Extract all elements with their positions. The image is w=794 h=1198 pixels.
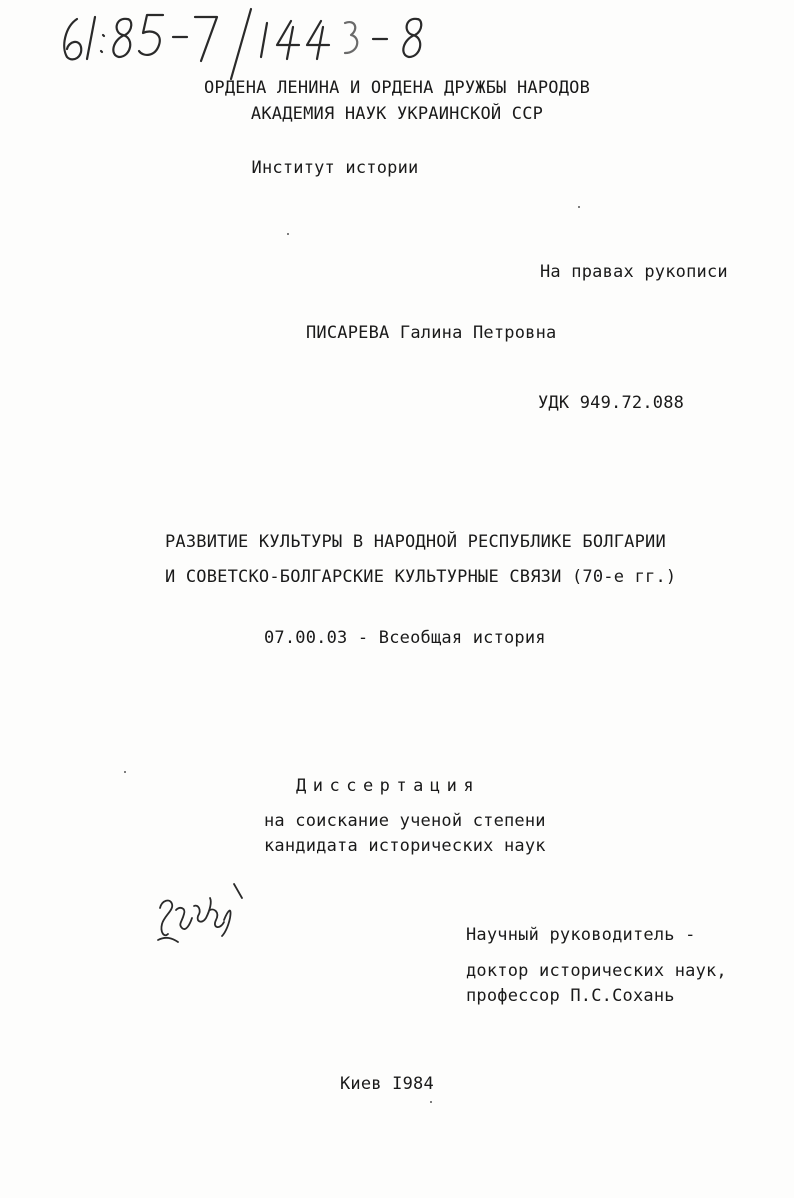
thesis-title-line-1: РАЗВИТИЕ КУЛЬТУРЫ В НАРОДНОЙ РЕСПУБЛИКЕ БОЛГАРИИ xyxy=(165,532,666,552)
degree-line-1: на соискание ученой степени xyxy=(264,811,546,831)
handwritten-signature xyxy=(150,880,250,950)
institute-name: Институт истории xyxy=(251,158,419,178)
supervisor-label: Научный руководитель - xyxy=(466,925,696,945)
scan-speck xyxy=(287,233,289,235)
place-year: Киев I984 xyxy=(340,1074,434,1094)
thesis-title-line-2: И СОВЕТСКО-БОЛГАРСКИЕ КУЛЬТУРНЫЕ СВЯЗИ (70-е гг.) xyxy=(165,567,677,587)
specialty-code: 07.00.03 - Всеобщая история xyxy=(264,628,546,648)
scan-speck xyxy=(124,771,126,773)
degree-line-2: кандидата исторических наук xyxy=(264,836,546,856)
supervisor-name: профессор П.С.Сохань xyxy=(466,986,675,1006)
scan-speck xyxy=(430,1101,432,1103)
dissertation-label: Диссертация xyxy=(296,776,481,796)
order-line: ОРДЕНА ЛЕНИНА И ОРДЕНА ДРУЖБЫ НАРОДОВ xyxy=(203,78,591,98)
manuscript-rights: На правах рукописи xyxy=(540,262,728,282)
udc-code: УДК 949.72.088 xyxy=(538,393,685,413)
handwritten-archive-mark xyxy=(55,5,455,85)
academy-line: АКАДЕМИЯ НАУК УКРАИНСКОЙ ССР xyxy=(250,104,544,124)
supervisor-degree: доктор исторических наук, xyxy=(466,961,727,981)
author-name: ПИСАРЕВА Галина Петровна xyxy=(306,323,557,343)
scan-speck xyxy=(578,206,580,208)
